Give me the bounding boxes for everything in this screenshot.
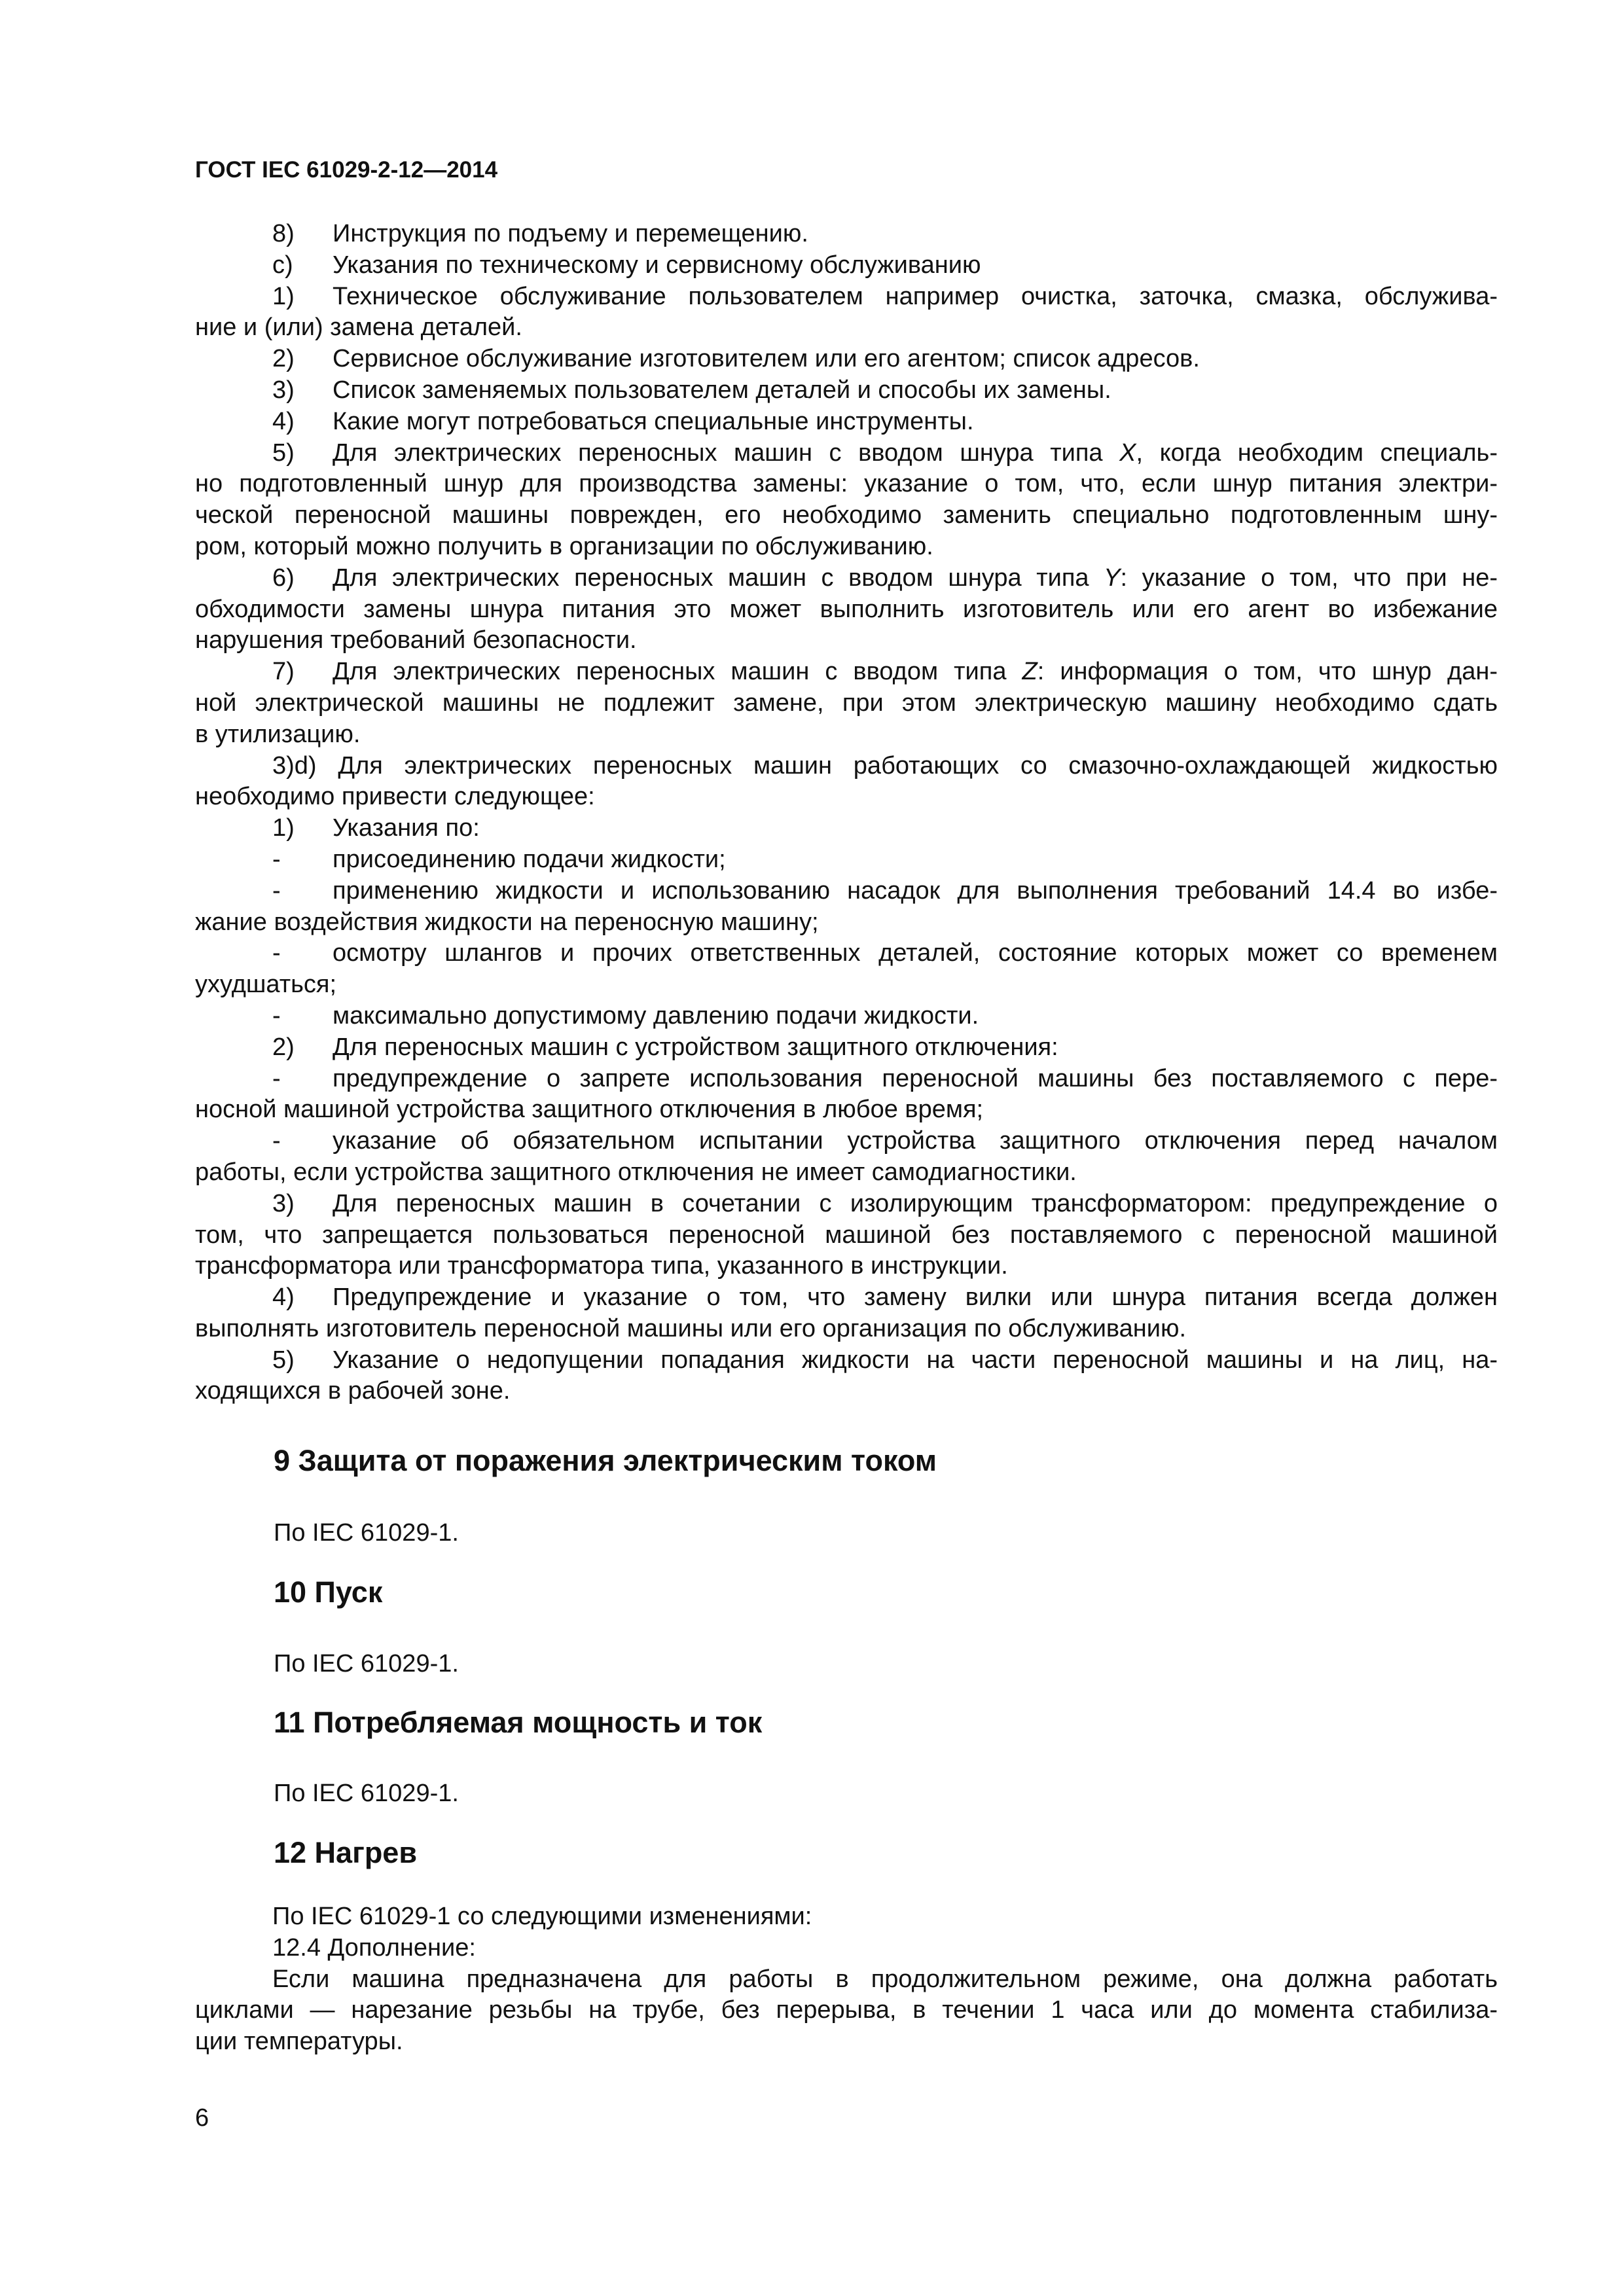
text-line: том, что запрещается пользоваться переносной машиной без поставляемого с переносной машиной bbox=[195, 1221, 1498, 1249]
section-8-continuation bbox=[195, 219, 1498, 1407]
text-line: 3)d) Для электрических переносных машин работающих со смазочно-охлаждающей жидкостью bbox=[272, 751, 1498, 780]
section-12-body bbox=[195, 1901, 1498, 2058]
text-line: ром, который можно получить в организации по обслуживанию. bbox=[195, 532, 933, 560]
list-item: - осмотру шлангов и прочих ответственных деталей, состояние которых может со временем bbox=[272, 939, 1498, 967]
list-item: 4) Какие могут потребоваться специальные инструменты. bbox=[272, 407, 974, 435]
list-item: - предупреждение о запрете использования переносной машины без поставляемого с пере- bbox=[272, 1064, 1498, 1092]
list-item: 2) Для переносных машин с устройством защитного отключения: bbox=[272, 1033, 1058, 1061]
text-line: ние и (или) замена деталей. bbox=[195, 314, 522, 342]
text-line: ной электрической машины не подлежит замене, при этом электрическую машину необходимо сдать bbox=[195, 689, 1498, 717]
list-item: 3) Для переносных машин в сочетании с изолирующим трансформатором: предупреждение о bbox=[272, 1189, 1498, 1217]
text-line: обходимости замены шнура питания это может выполнить изготовитель или его агент во избежание bbox=[195, 595, 1498, 623]
text-line: циклами — нарезание резьбы на трубе, без перерыва, в течении 1 часа или до момента стабилиза- bbox=[195, 1996, 1498, 2024]
text-line: трансформатора или трансформатора типа, указанного в инструкции. bbox=[195, 1252, 1008, 1280]
text-line: ухудшаться; bbox=[195, 971, 337, 999]
section-11-heading: 11 Потребляемая мощность и ток bbox=[274, 1706, 763, 1739]
list-item: - присоединению подачи жидкости; bbox=[272, 845, 726, 873]
text-line: жание воздействия жидкости на переносную машину; bbox=[195, 908, 819, 936]
list-item: c) Указания по техническому и сервисному обслуживанию bbox=[272, 251, 981, 279]
section-9-heading: 9 Защита от поражения электрическим током bbox=[274, 1444, 937, 1477]
list-item: 8) Инструкция по подъему и перемещению. bbox=[272, 220, 808, 247]
list-item: 5) Для электрических переносных машин с вводом шнура типа X, когда необходим специаль- bbox=[272, 439, 1498, 467]
list-item: - указание об обязательном испытании устройства защитного отключения перед началом bbox=[272, 1127, 1498, 1155]
text-line: работы, если устройства защитного отключения не имеет самодиагностики. bbox=[195, 1158, 1077, 1186]
list-item: - максимально допустимому давлению подачи жидкости. bbox=[272, 1001, 979, 1030]
text-line: ческой переносной машины поврежден, его необходимо заменить специально подготовленным шну- bbox=[195, 501, 1498, 529]
list-item: 5) Указание о недопущении попадания жидкости на части переносной машины и на лиц, на- bbox=[272, 1346, 1498, 1374]
list-item: - применению жидкости и использованию насадок для выполнения требований 14.4 во избе- bbox=[272, 876, 1498, 905]
section-10-heading: 10 Пуск bbox=[274, 1575, 383, 1609]
text-line: носной машиной устройства защитного отключения в любое время; bbox=[195, 1096, 984, 1124]
text-line: ходящихся в рабочей зоне. bbox=[195, 1377, 511, 1405]
list-item: 6) Для электрических переносных машин с вводом шнура типа Y: указание о том, что при не- bbox=[272, 564, 1498, 592]
text-line: но подготовленный шнур для производства замены: указание о том, что, если шнур питания электри- bbox=[195, 470, 1498, 498]
text-line: нарушения требований безопасности. bbox=[195, 626, 637, 655]
list-item: 1) Указания по: bbox=[272, 814, 480, 842]
list-item: 1) Техническое обслуживание пользователем например очистка, заточка, смазка, обслужива- bbox=[272, 282, 1498, 310]
page-number: 6 bbox=[195, 2104, 209, 2132]
list-item: 4) Предупреждение и указание о том, что замену вилки или шнура питания всегда должен bbox=[272, 1283, 1498, 1312]
text-line: выполнять изготовитель переносной машины или его организация по обслуживанию. bbox=[195, 1314, 1187, 1342]
text-line: 12.4 Дополнение: bbox=[272, 1933, 476, 1962]
document-header: ГОСТ IEC 61029-2-12—2014 bbox=[195, 157, 498, 183]
list-item: 2) Сервисное обслуживание изготовителем или его агентом; список адресов. bbox=[272, 345, 1200, 373]
section-10-text: По IEC 61029-1. bbox=[274, 1650, 459, 1677]
text-line: необходимо привести следующее: bbox=[195, 783, 595, 811]
section-12-heading: 12 Нагрев bbox=[274, 1836, 418, 1869]
list-item: 7) Для электрических переносных машин с вводом типа Z: информация о том, что шнур дан- bbox=[272, 658, 1498, 686]
text-line: По IEC 61029-1 со следующими изменениями: bbox=[272, 1903, 812, 1930]
section-11-text: По IEC 61029-1. bbox=[274, 1780, 459, 1807]
text-line: Если машина предназначена для работы в продолжительном режиме, она должна работать bbox=[272, 1965, 1498, 1993]
section-9-text: По IEC 61029-1. bbox=[274, 1519, 459, 1547]
text-line: в утилизацию. bbox=[195, 720, 361, 748]
text-line: ции температуры. bbox=[195, 2028, 403, 2056]
list-item: 3) Список заменяемых пользователем деталей и способы их замены. bbox=[272, 376, 1111, 404]
